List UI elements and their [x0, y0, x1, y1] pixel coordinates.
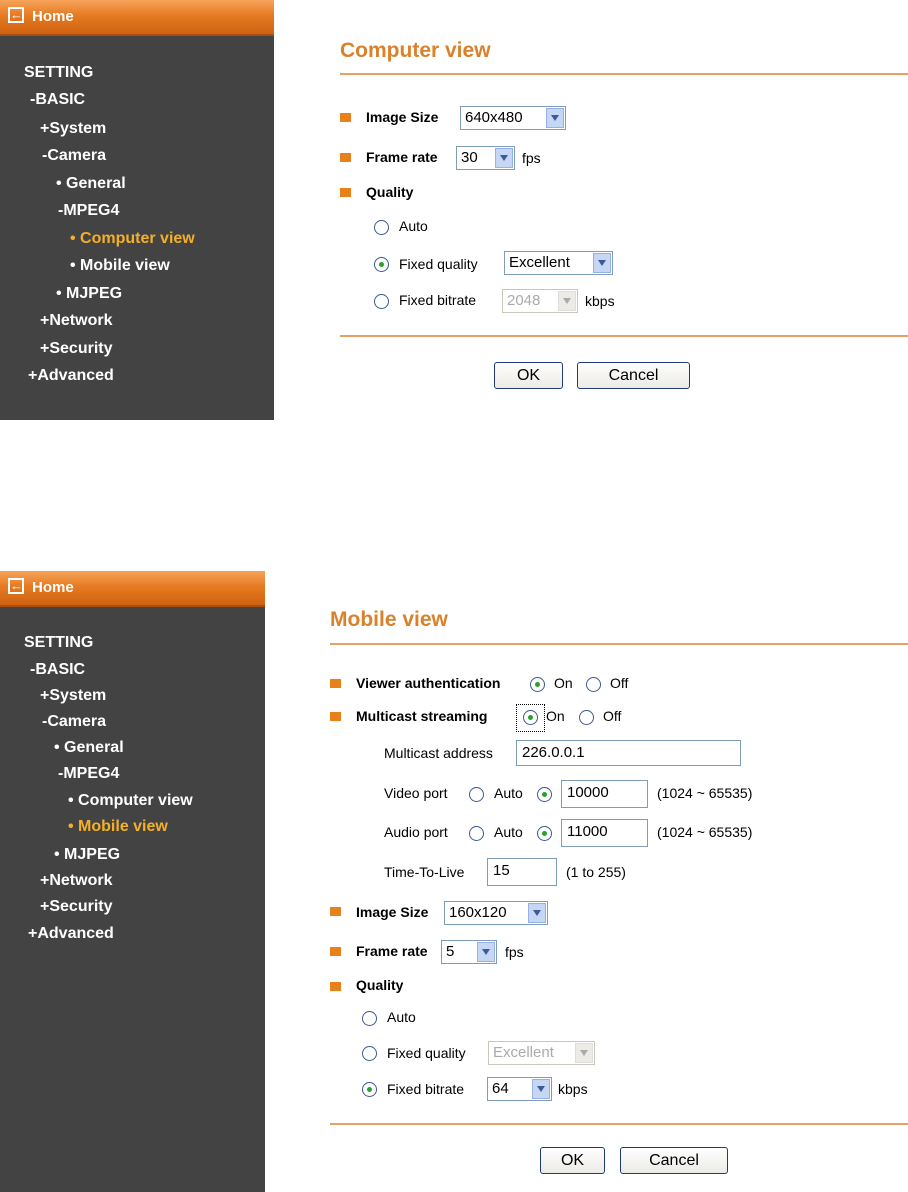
nav-setting: SETTING	[24, 64, 94, 81]
fixed-quality-select[interactable]	[488, 1041, 595, 1065]
fixed-quality-value: Excellent	[509, 254, 570, 271]
home-bar[interactable]	[0, 571, 265, 607]
fixed-bitrate-value: 64	[492, 1080, 509, 1097]
nav-mpeg4[interactable]: -MPEG4	[58, 202, 120, 219]
viewer-auth-off-radio[interactable]	[586, 677, 601, 692]
nav-system[interactable]: +System	[40, 120, 107, 137]
nav-camera[interactable]: -Camera	[42, 713, 107, 730]
ok-button[interactable]: OK	[540, 1147, 605, 1174]
ttl-label: Time-To-Live	[384, 864, 465, 880]
bullet-icon	[330, 947, 341, 956]
nav-mpeg4[interactable]: -MPEG4	[58, 765, 120, 782]
form-divider	[340, 335, 908, 337]
fixed-bitrate-label: Fixed bitrate	[399, 292, 477, 308]
nav-setting: SETTING	[24, 634, 94, 651]
fixed-quality-label: Fixed quality	[399, 256, 478, 272]
bullet-icon	[340, 188, 351, 197]
fixed-bitrate-radio[interactable]	[374, 294, 389, 309]
ttl-field[interactable]: 15	[487, 858, 557, 886]
image-size-value: 640x480	[465, 109, 523, 126]
quality-label: Quality	[366, 184, 414, 200]
frame-rate-label: Frame rate	[366, 149, 438, 165]
video-port-manual-radio[interactable]	[537, 787, 552, 802]
quality-label: Quality	[356, 977, 404, 993]
form-divider	[330, 1123, 908, 1125]
nav-general[interactable]: • General	[54, 739, 124, 756]
back-arrow-icon: ←	[10, 578, 23, 593]
audio-port-auto-radio[interactable]	[469, 826, 484, 841]
page-title: Computer view	[340, 39, 491, 62]
audio-port-range: (1024 ~ 65535)	[657, 824, 753, 840]
multicast-label: Multicast streaming	[356, 708, 488, 724]
fixed-bitrate-radio[interactable]	[362, 1082, 377, 1097]
nav-mobile-view[interactable]: • Mobile view	[68, 818, 168, 835]
quality-auto-radio[interactable]	[374, 220, 389, 235]
mobile-view-panel	[0, 571, 908, 1192]
viewer-auth-on-label: On	[554, 675, 573, 691]
quality-auto-radio[interactable]	[362, 1011, 377, 1026]
title-divider	[340, 73, 908, 75]
fixed-bitrate-select[interactable]	[487, 1077, 552, 1101]
fixed-bitrate-value: 2048	[507, 292, 541, 309]
quality-auto-label: Auto	[387, 1009, 416, 1025]
ttl-range: (1 to 255)	[566, 864, 626, 880]
page-title: Mobile view	[330, 608, 448, 631]
ok-button[interactable]: OK	[494, 362, 563, 389]
nav-computer-view[interactable]: • Computer view	[68, 792, 193, 809]
nav-mobile-view[interactable]: • Mobile view	[70, 257, 170, 274]
viewer-auth-on-radio[interactable]	[530, 677, 545, 692]
quality-auto-label: Auto	[399, 218, 428, 234]
bullet-icon	[340, 113, 351, 122]
nav-computer-view[interactable]: • Computer view	[70, 230, 195, 247]
fixed-quality-select[interactable]	[504, 251, 613, 275]
fixed-quality-label: Fixed quality	[387, 1045, 466, 1061]
multicast-on-label: On	[546, 708, 565, 724]
fps-unit: fps	[522, 150, 541, 166]
viewer-auth-off-label: Off	[610, 675, 629, 691]
chevron-down-icon	[532, 1079, 550, 1099]
frame-rate-value: 5	[446, 943, 455, 960]
computer-view-panel	[0, 0, 908, 420]
image-size-select[interactable]	[444, 901, 548, 925]
image-size-label: Image Size	[356, 904, 429, 920]
nav-network[interactable]: +Network	[40, 872, 113, 889]
multicast-off-radio[interactable]	[579, 710, 594, 725]
fps-unit: fps	[505, 944, 524, 960]
fixed-quality-value: Excellent	[493, 1044, 554, 1061]
home-bar[interactable]	[0, 0, 274, 36]
sidebar	[0, 0, 274, 420]
image-size-select[interactable]	[460, 106, 566, 130]
video-port-label: Video port	[384, 785, 448, 801]
bullet-icon	[340, 153, 351, 162]
kbps-unit: kbps	[558, 1081, 588, 1097]
video-port-auto-label: Auto	[494, 785, 523, 801]
chevron-down-icon	[593, 253, 611, 273]
video-port-range: (1024 ~ 65535)	[657, 785, 753, 801]
nav-security[interactable]: +Security	[40, 340, 113, 357]
image-size-label: Image Size	[366, 109, 439, 125]
bullet-icon	[330, 982, 341, 991]
viewer-auth-label: Viewer authentication	[356, 675, 501, 691]
multicast-address-label: Multicast address	[384, 745, 493, 761]
frame-rate-label: Frame rate	[356, 943, 428, 959]
fixed-bitrate-label: Fixed bitrate	[387, 1081, 465, 1097]
chevron-down-icon	[495, 148, 513, 168]
frame-rate-select[interactable]	[441, 940, 497, 964]
fixed-bitrate-select[interactable]	[502, 289, 578, 313]
nav-general[interactable]: • General	[56, 175, 126, 192]
frame-rate-select[interactable]	[456, 146, 515, 170]
multicast-address-field[interactable]: 226.0.0.1	[516, 740, 741, 766]
fixed-quality-radio[interactable]	[362, 1046, 377, 1061]
sidebar	[0, 571, 265, 1192]
bullet-icon	[330, 907, 341, 916]
audio-port-manual-radio[interactable]	[537, 826, 552, 841]
video-port-auto-radio[interactable]	[469, 787, 484, 802]
chevron-down-icon	[558, 291, 576, 311]
nav-mjpeg[interactable]: • MJPEG	[54, 846, 121, 863]
audio-port-label: Audio port	[384, 824, 448, 840]
nav-network[interactable]: +Network	[40, 312, 113, 329]
bullet-icon	[330, 679, 341, 688]
title-divider	[330, 643, 908, 645]
chevron-down-icon	[528, 903, 546, 923]
bullet-icon	[330, 712, 341, 721]
nav-security[interactable]: +Security	[40, 898, 113, 915]
nav-basic[interactable]: -BASIC	[30, 91, 86, 108]
back-arrow-icon: ←	[10, 7, 23, 22]
chevron-down-icon	[546, 108, 564, 128]
nav-camera[interactable]: -Camera	[42, 147, 107, 164]
multicast-off-label: Off	[603, 708, 622, 724]
nav-advanced[interactable]: +Advanced	[28, 925, 114, 942]
nav-mjpeg[interactable]: • MJPEG	[56, 285, 123, 302]
nav-system[interactable]: +System	[40, 687, 107, 704]
chevron-down-icon	[477, 942, 495, 962]
multicast-on-radio[interactable]	[523, 710, 538, 725]
audio-port-auto-label: Auto	[494, 824, 523, 840]
cancel-button[interactable]: Cancel	[577, 362, 690, 389]
fixed-quality-radio[interactable]	[374, 257, 389, 272]
cancel-button[interactable]: Cancel	[620, 1147, 728, 1174]
frame-rate-value: 30	[461, 149, 478, 166]
nav-basic[interactable]: -BASIC	[30, 661, 86, 678]
audio-port-field[interactable]: 11000	[561, 819, 648, 847]
nav-advanced[interactable]: +Advanced	[28, 367, 114, 384]
home-link[interactable]: Home	[32, 8, 74, 25]
home-link[interactable]: Home	[32, 579, 74, 596]
chevron-down-icon	[575, 1043, 593, 1063]
image-size-value: 160x120	[449, 904, 507, 921]
video-port-field[interactable]: 10000	[561, 780, 648, 808]
kbps-unit: kbps	[585, 293, 615, 309]
